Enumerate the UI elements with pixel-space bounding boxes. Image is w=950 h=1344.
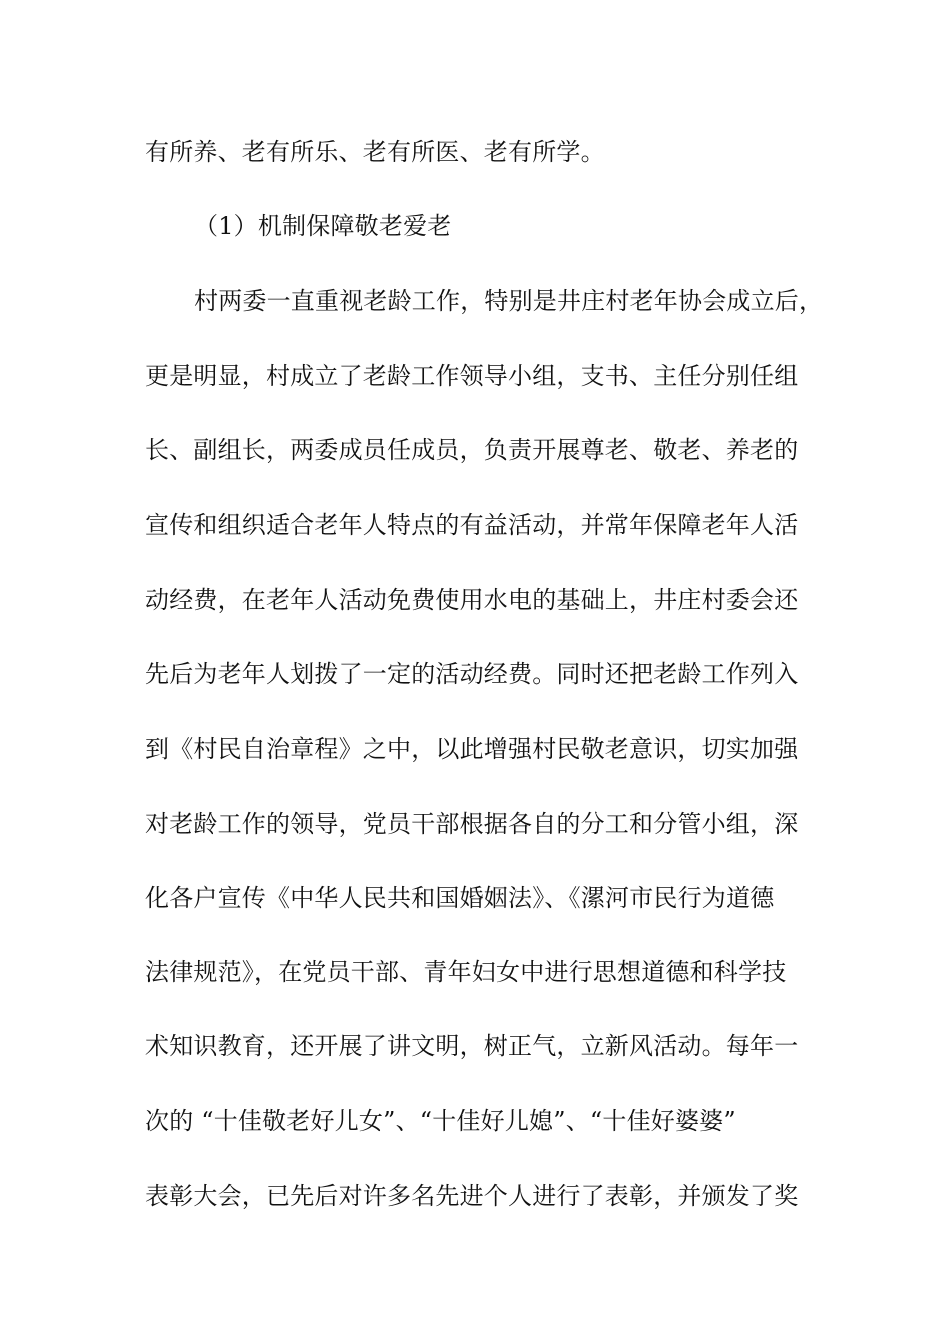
paragraph-line-5: 长、副组长，两委成员任成员，负责开展尊老、敬老、养老的 <box>145 436 799 464</box>
paragraph-line-15: 表彰大会，已先后对许多名先进个人进行了表彰，并颁发了奖 <box>145 1182 799 1210</box>
paragraph-line-4: 更是明显，村成立了老龄工作领导小组，支书、主任分别任组 <box>145 362 799 390</box>
paragraph-line-6: 宣传和组织适合老年人特点的有益活动，并常年保障老年人活 <box>145 511 799 539</box>
paragraph-line-7: 动经费，在老年人活动免费使用水电的基础上，井庄村委会还 <box>145 586 799 614</box>
paragraph-line-8: 先后为老年人划拨了一定的活动经费。同时还把老龄工作列入 <box>145 660 799 688</box>
paragraph-line-11: 化各户宣传《中华人民共和国婚姻法》、《漯河市民行为道德 <box>145 884 775 912</box>
paragraph-line-10: 对老龄工作的领导，党员干部根据各自的分工和分管小组，深 <box>145 810 799 838</box>
paragraph-line-12: 法律规范》，在党员干部、青年妇女中进行思想道德和科学技 <box>145 958 787 986</box>
paragraph-line-13: 术知识教育，还开展了讲文明，树正气，立新风活动。每年一 <box>145 1032 799 1060</box>
paragraph-line-3: 村两委一直重视老龄工作，特别是井庄村老年协会成立后， <box>194 287 824 315</box>
paragraph-line-14: 次的 “十佳敬老好儿女”、“十佳好儿媳”、“十佳好婆婆” <box>145 1107 736 1135</box>
paragraph-line-9: 到《村民自治章程》之中，以此增强村民敬老意识，切实加强 <box>145 735 799 763</box>
paragraph-line-1: 有所养、老有所乐、老有所医、老有所学。 <box>145 138 605 166</box>
section-heading: （1）机制保障敬老爱老 <box>194 212 452 240</box>
